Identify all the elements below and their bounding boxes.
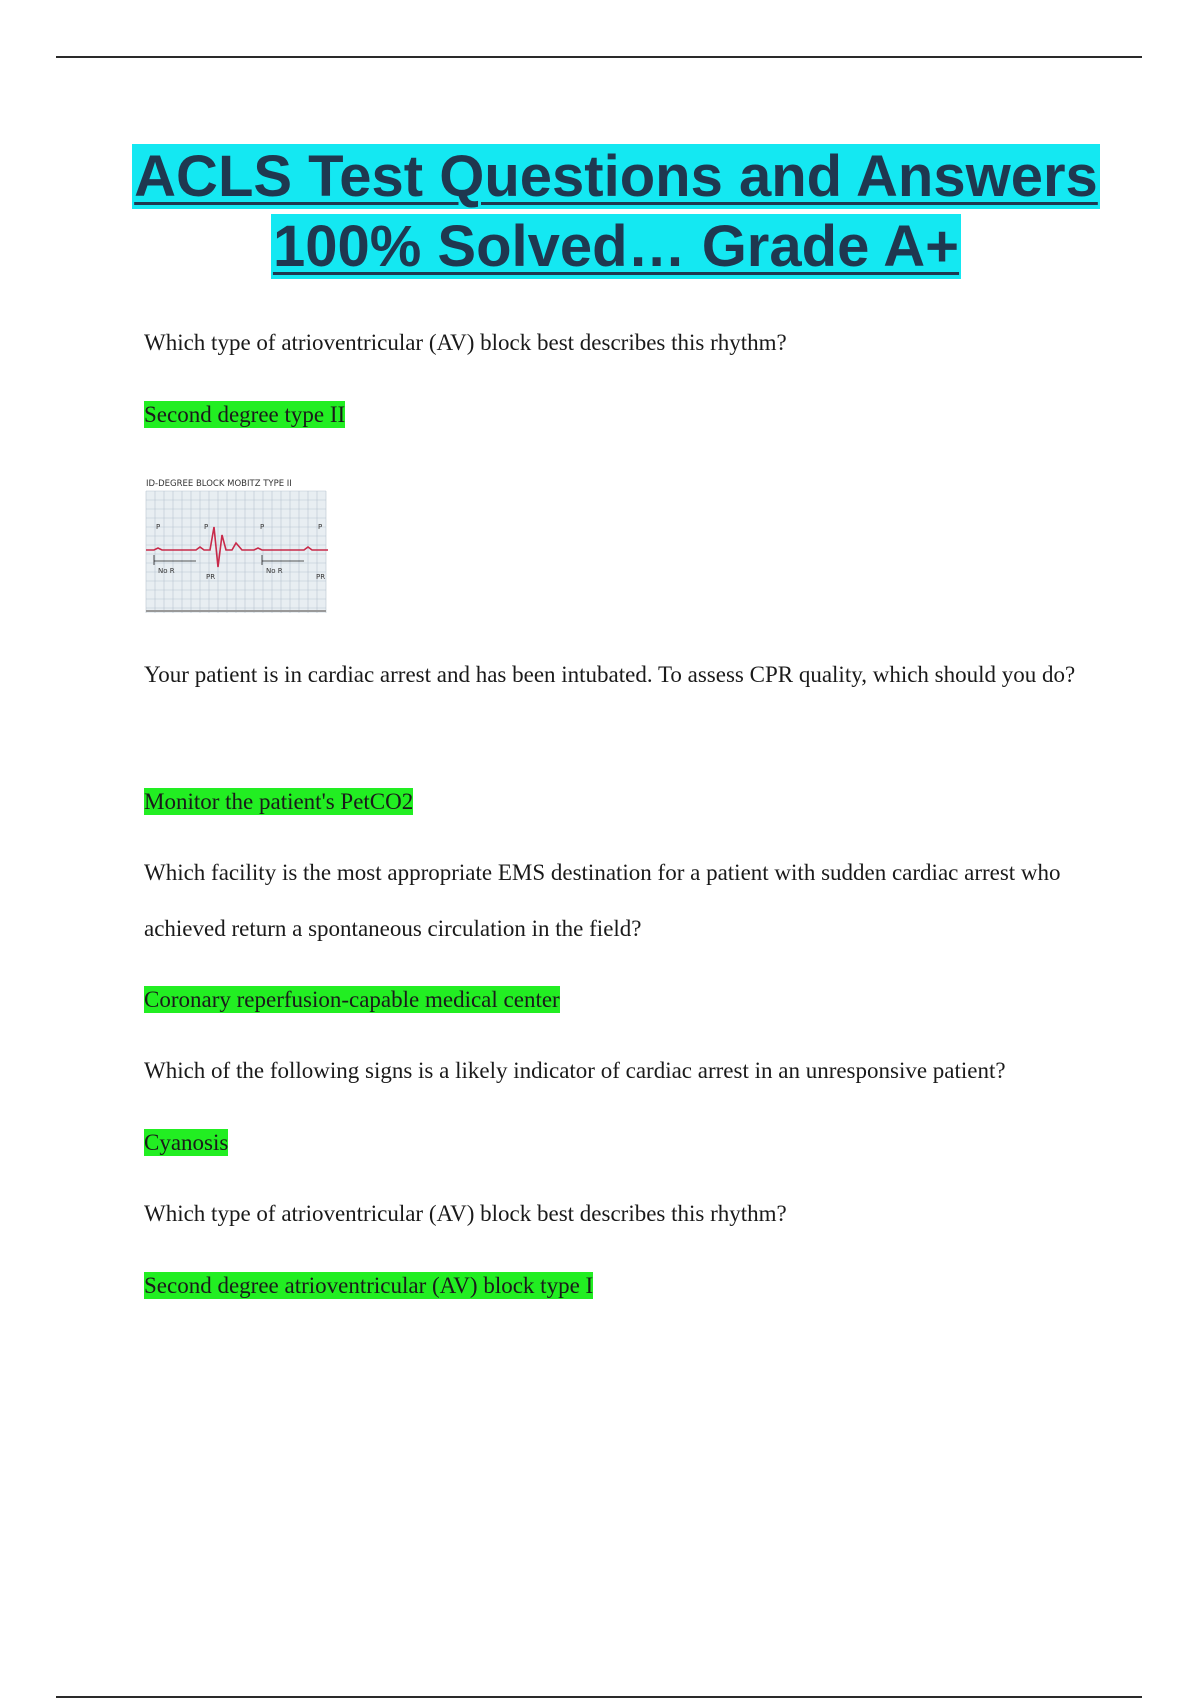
ecg-label-nor2: No R (266, 567, 283, 575)
ecg-strip-image (144, 475, 328, 615)
question-4: Which of the following signs is a likely indicator of cardiac arrest in an unresponsive patient? (144, 1058, 1006, 1083)
ecg-label-p1: P (156, 523, 161, 531)
page-title (0, 142, 1200, 282)
answer-1-highlight: Second degree type II (144, 402, 346, 427)
answer-2 (144, 787, 413, 817)
header-rule (56, 56, 1142, 58)
question-2: Your patient is in cardiac arrest and has been intubated. To assess CPR quality, which should you do? (144, 662, 1076, 687)
answer-2-highlight: Monitor the patient's PetCO2 (144, 789, 414, 814)
ecg-label-nor1: No R (158, 567, 175, 575)
ecg-caption: ID-DEGREE BLOCK MOBITZ TYPE II (146, 479, 292, 489)
answer-5-highlight: Second degree atrioventricular (AV) block type I (144, 1273, 594, 1298)
ecg-label-p2: P (204, 523, 209, 531)
ecg-label-pr2: PR (316, 573, 326, 581)
ecg-label-p4: P (318, 523, 323, 531)
question-3: Which facility is the most appropriate EMS destination for a patient with sudden cardiac arrest who achieved return a spontaneous circulation in the field? (144, 860, 1061, 941)
ecg-label-pr1: PR (206, 573, 216, 581)
answer-3-highlight: Coronary reperfusion-capable medical center (144, 987, 560, 1012)
ecg-label-p3: P (260, 523, 265, 531)
answer-1 (144, 400, 345, 430)
answer-4 (144, 1128, 228, 1158)
title-line-2: 100% Solved… Grade A+ (272, 214, 960, 279)
footer-rule (56, 1696, 1142, 1698)
answer-5 (144, 1271, 593, 1301)
title-line-1: ACLS Test Questions and Answers (134, 144, 1098, 209)
question-5: Which type of atrioventricular (AV) block best describes this rhythm? (144, 1201, 787, 1226)
answer-4-highlight: Cyanosis (144, 1130, 229, 1155)
question-1: Which type of atrioventricular (AV) block best describes this rhythm? (144, 330, 787, 355)
answer-3 (144, 985, 560, 1015)
